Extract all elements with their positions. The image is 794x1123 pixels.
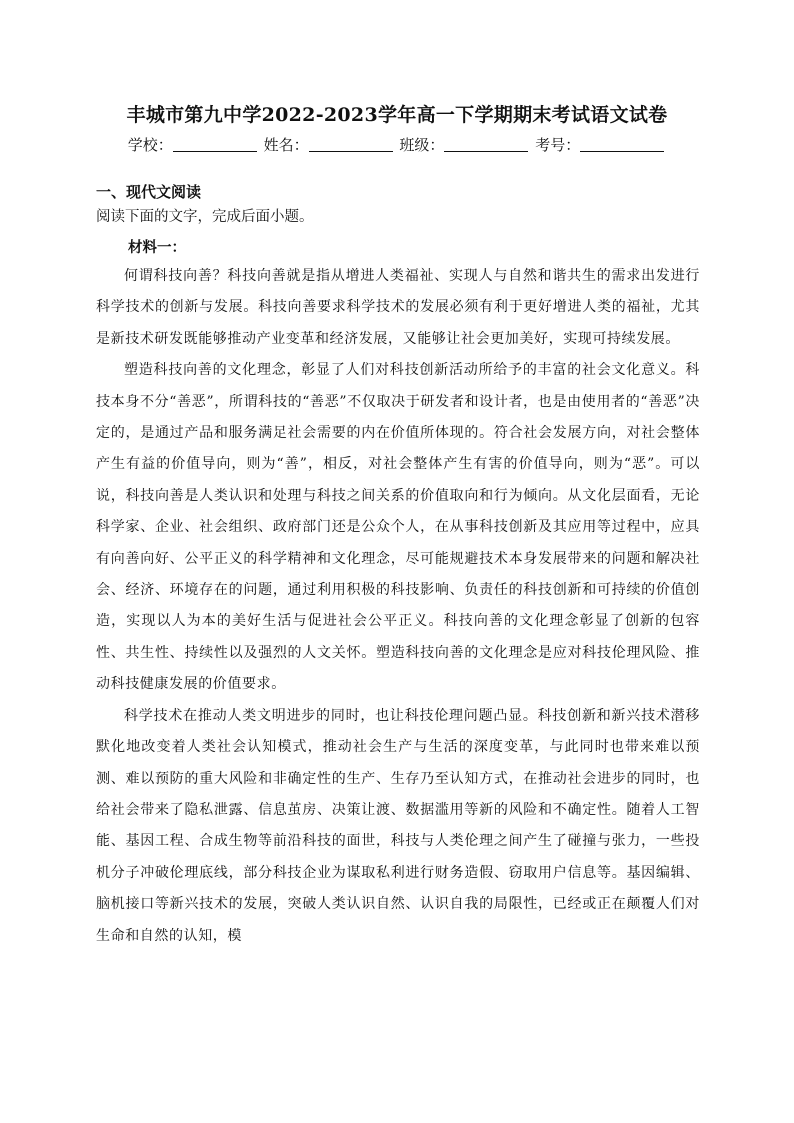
material-label: 材料一： (128, 239, 186, 256)
school-blank[interactable] (173, 137, 257, 152)
exam-number-field (535, 134, 666, 155)
school-field (128, 134, 259, 155)
name-field (264, 134, 395, 155)
passage-paragraph: 科学技术在推动人类文明进步的同时，也让科技伦理问题凸显。科技创新和新兴技术潜移默化地改变着人类社会认知模式，推动社会生产与生活的深度变革，与此同时也带来难以预测、难以预防的重大风险和非确定性的生产、生存乃至认知方式，在推动社会进步的同时，也给社会带来了隐私泄露、信息茧房、决策让渡、数据滥用等新的风险和不确定性。随着人工智能、基因工程、合成生物等前沿科技的面世，科技与人类伦理之间产生了碰撞与张力，一些投机分子冲破伦理底线，部分科技企业为谋取私利进行财务造假、窃取用户信息等。基因编辑、脑机接口等新兴技术的发展，突破人类认识自然、认识自我的局限性，已经或正在颠覆人们对生命和自然的认知，模 (96, 707, 700, 944)
section-heading: 一、现代文阅读 (96, 183, 202, 201)
exam-number-label: 考号： (535, 136, 581, 154)
reading-instruction: 阅读下面的文字，完成后面小题。 (96, 209, 314, 225)
name-blank[interactable] (309, 137, 393, 152)
class-blank[interactable] (444, 137, 528, 152)
class-label: 班级： (399, 136, 445, 154)
name-label: 姓名： (263, 136, 309, 154)
class-field (399, 134, 530, 155)
exam-number-blank[interactable] (580, 137, 664, 152)
student-info-line (0, 134, 794, 155)
reading-passage (96, 261, 700, 952)
school-label: 学校： (127, 136, 173, 154)
exam-title: 丰城市第九中学2022-2023学年高一下学期期末考试语文试卷 (126, 104, 668, 126)
passage-paragraph: 何谓科技向善？科技向善就是指从增进人类福祉、实现人与自然和谐共生的需求出发进行科学技术的创新与发展。科技向善要求科学技术的发展必须有利于更好增进人类的福祉，尤其是新技术研发既能够推动产业变革和经济发展，又能够让社会更加美好，实现可持续发展。 (96, 268, 700, 347)
passage-paragraph: 塑造科技向善的文化理念，彰显了人们对科技创新活动所给予的丰富的社会文化意义。科技本身不分“善恶”，所谓科技的“善恶”不仅取决于研发者和设计者，也是由使用者的“善恶”决定的，是通过产品和服务满足社会需要的内在价值所体现的。符合社会发展方向，对社会整体产生有益的价值导向，则为“善”，相反，对社会整体产生有害的价值导向，则为“恶”。可以说，科技向善是人类认识和处理与科技之间关系的价值取向和行为倾向。从文化层面看，无论科学家、企业、社会组织、政府部门还是公众个人，在从事科技创新及其应用等过程中，应具有向善向好、公平正义的科学精神和文化理念，尽可能规避技术本身发展带来的问题和解决社会、经济、环境存在的问题，通过利用积极的科技影响、负责任的科技创新和可持续的价值创造，实现以人为本的美好生活与促进社会公平正义。科技向善的文化理念彰显了创新的包容性、共生性、持续性以及强烈的人文关怀。塑造科技向善的文化理念是应对科技伦理风险、推动科技健康发展的价值要求。 (96, 362, 700, 693)
